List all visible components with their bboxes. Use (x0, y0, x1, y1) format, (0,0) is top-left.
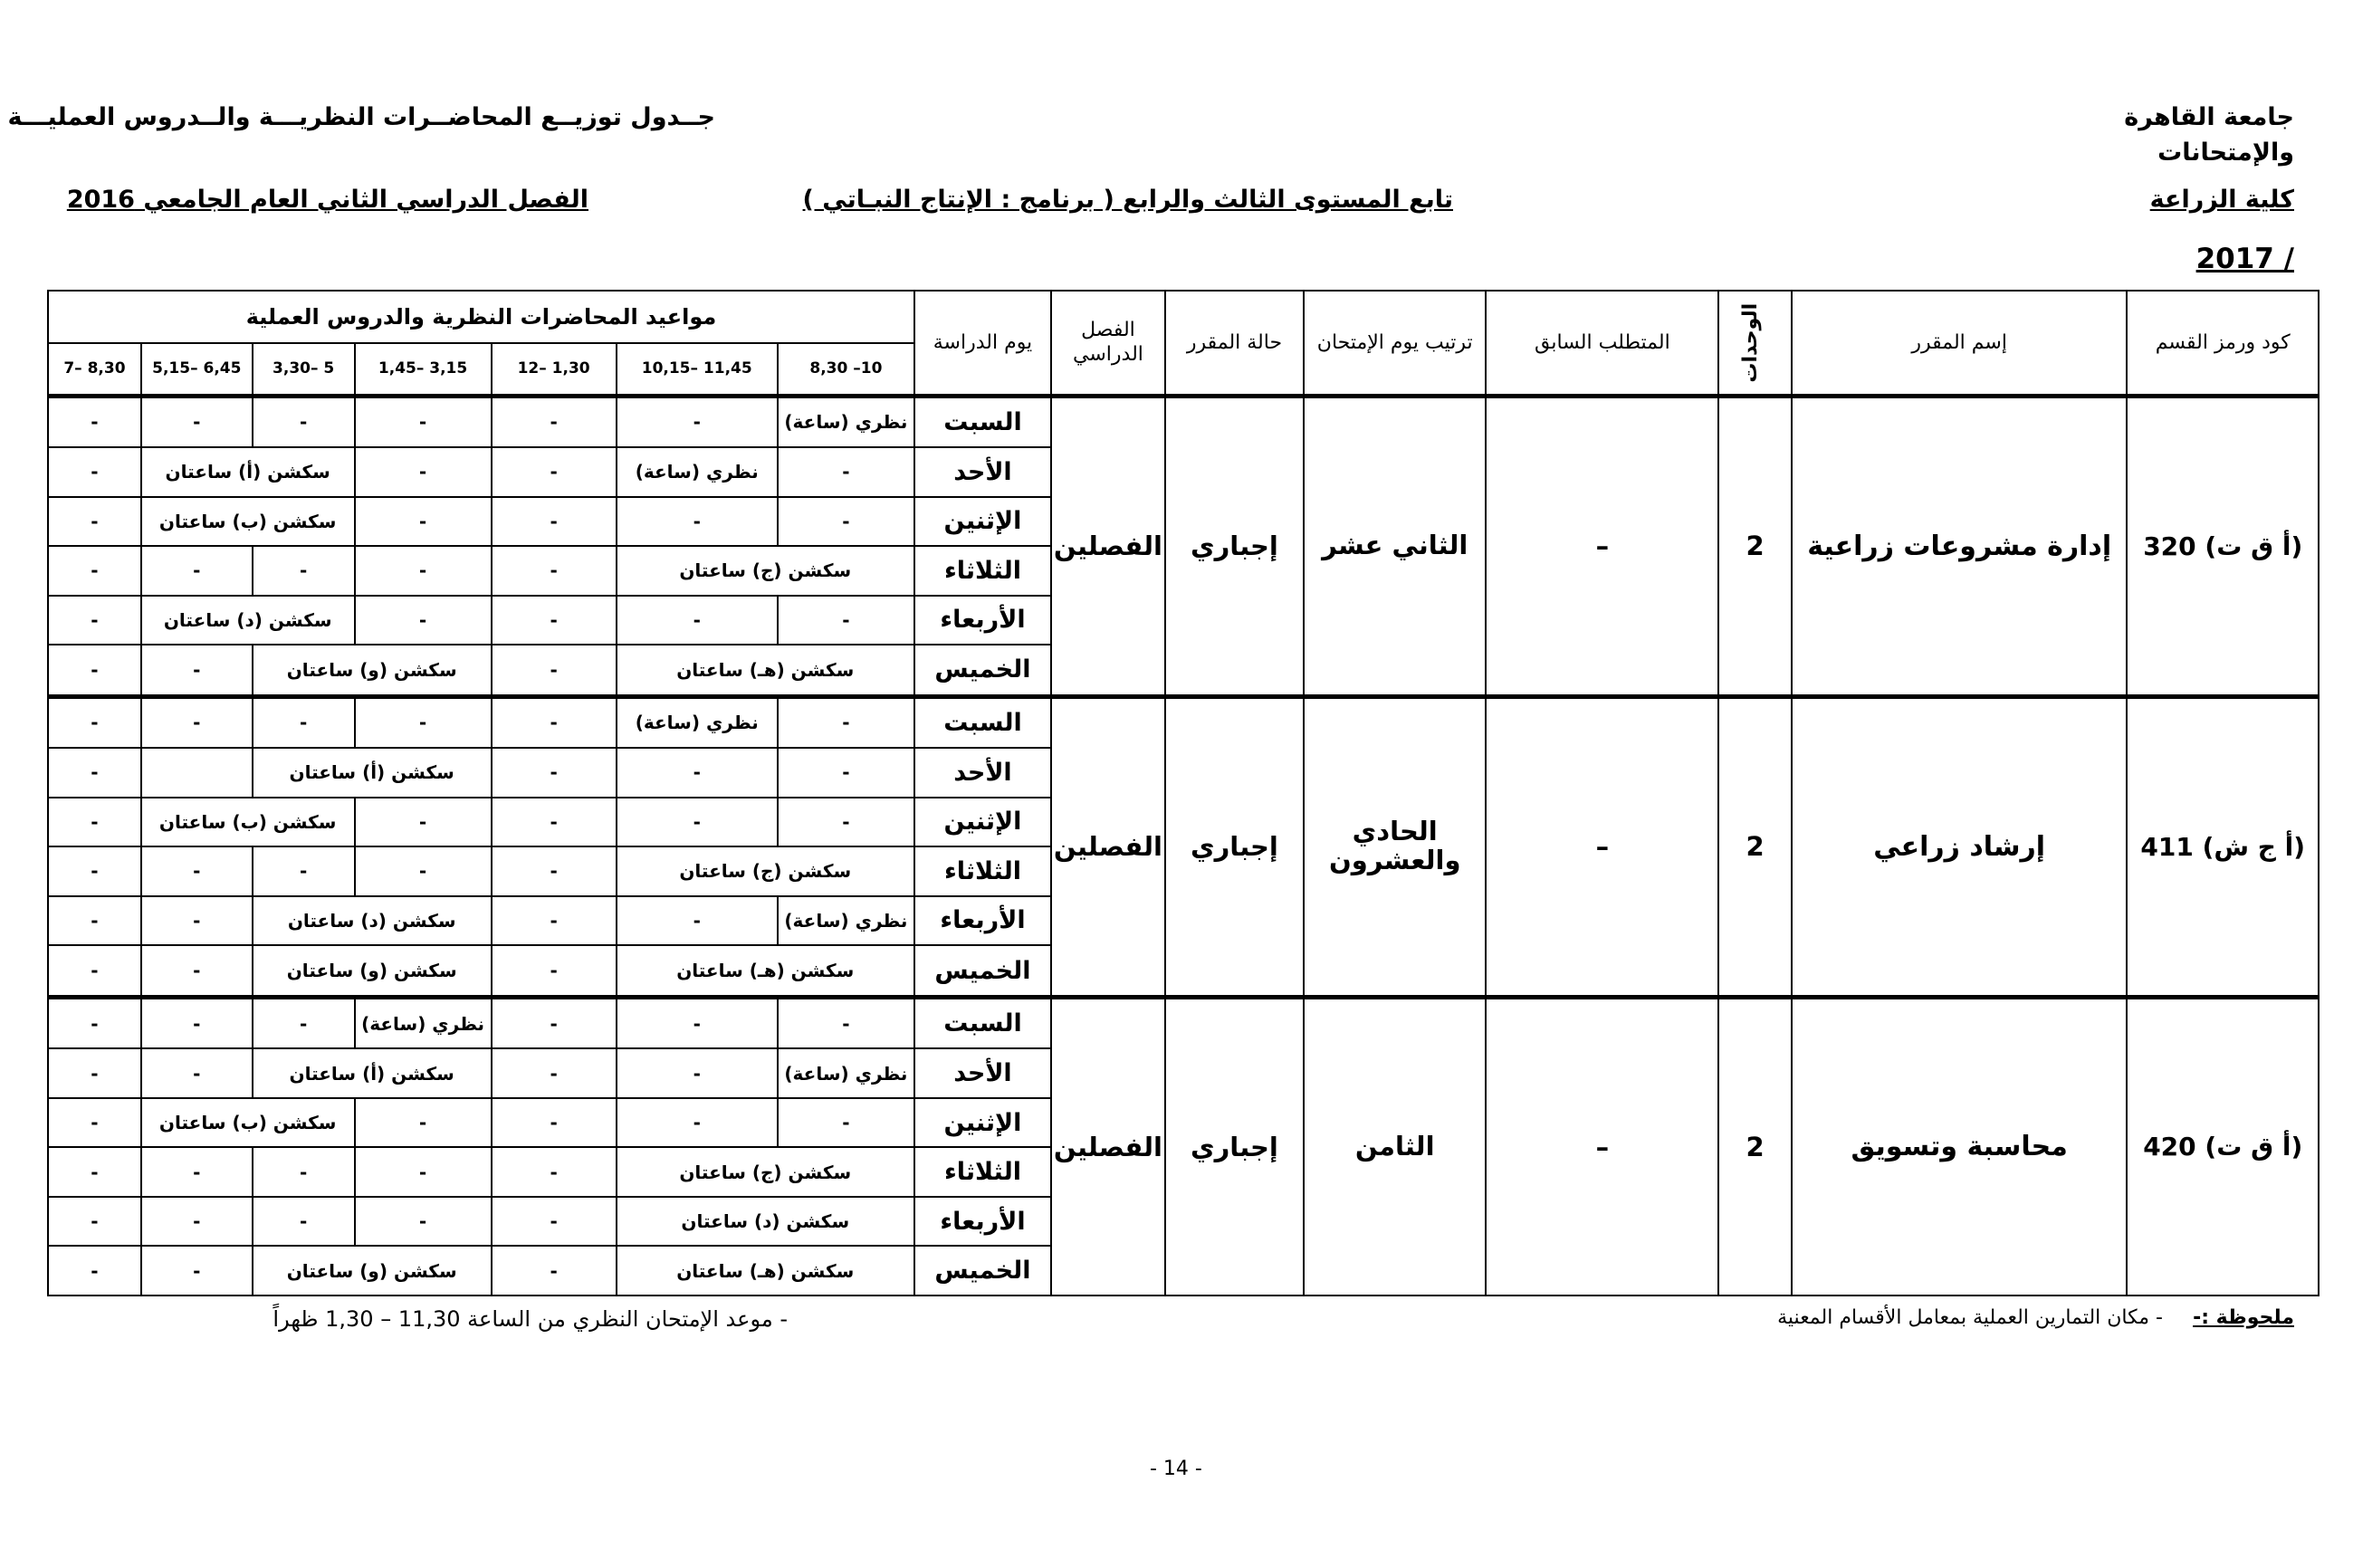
header-status: حالة المقرر (1165, 291, 1304, 396)
schedule-cell: - (778, 497, 914, 547)
schedule-cell: - (141, 696, 253, 748)
day-name: الثلاثاء (914, 546, 1051, 596)
note-label: ملحوظة :- (2193, 1306, 2294, 1329)
schedule-cell: - (48, 546, 141, 596)
schedule-cell: - (141, 1147, 253, 1197)
header-exam-order: ترتيب يوم الإمتحان (1304, 291, 1486, 396)
schedule-cell: - (492, 447, 617, 497)
schedule-cell: - (355, 546, 492, 596)
course-name: إرشاد زراعي (1792, 696, 2128, 997)
schedule-cell: - (492, 846, 617, 896)
schedule-cell: - (355, 798, 492, 847)
schedule-cell: - (355, 1147, 492, 1197)
header-course-name: إسم المقرر (1792, 291, 2128, 396)
note-text: - مكان التمارين العملية بمعامل الأقسام المعنية (1777, 1306, 2163, 1329)
schedule-cell: نظري (ساعة) (778, 396, 914, 447)
schedule-cell (141, 748, 253, 798)
schedule-cell: - (492, 1197, 617, 1247)
schedule-cell: سكشن (و) ساعتان (253, 945, 492, 997)
course-status: إجباري (1165, 997, 1304, 1296)
schedule-cell: - (48, 396, 141, 447)
schedule-cell: - (617, 997, 778, 1048)
schedule-cell: - (48, 696, 141, 748)
schedule-cell: سكشن (هـ) ساعتان (617, 1246, 914, 1296)
schedule-cell: - (253, 1147, 355, 1197)
university-name: جامعة القاهرة (2124, 103, 2294, 131)
schedule-cell: - (492, 546, 617, 596)
schedule-cell: - (617, 798, 778, 847)
header-slot: 5,15– 6,45 (141, 343, 253, 396)
schedule-cell: - (778, 696, 914, 748)
schedule-cell: - (253, 997, 355, 1048)
schedule-cell: - (141, 396, 253, 447)
page-number: - 14 - (1150, 1458, 1202, 1480)
schedule-cell: - (48, 846, 141, 896)
schedule-cell: - (48, 447, 141, 497)
course-semester: الفصلين (1051, 396, 1165, 696)
header-slot: 8,30 –10 (778, 343, 914, 396)
day-name: الأربعاء (914, 596, 1051, 645)
day-name: الثلاثاء (914, 1147, 1051, 1197)
schedule-cell: - (48, 497, 141, 547)
course-prerequisite: – (1486, 997, 1718, 1296)
schedule-cell: سكشن (ج) ساعتان (617, 846, 914, 896)
course-exam-order: الثامن (1304, 997, 1486, 1296)
schedule-cell: - (355, 447, 492, 497)
schedule-cell: سكشن (ب) ساعتان (141, 798, 355, 847)
schedule-cell: - (253, 546, 355, 596)
schedule-cell: سكشن (أ) ساعتان (253, 748, 492, 798)
faculty-name: كلية الزراعة (2149, 186, 2294, 214)
course-name: إدارة مشروعات زراعية (1792, 396, 2128, 696)
schedule-cell: - (141, 1246, 253, 1296)
schedule-cell: - (355, 596, 492, 645)
schedule-cell: - (48, 645, 141, 696)
course-status: إجباري (1165, 396, 1304, 696)
schedule-cell: - (617, 748, 778, 798)
schedule-cell: - (253, 696, 355, 748)
schedule-cell: سكشن (د) ساعتان (617, 1197, 914, 1247)
schedule-cell: - (48, 798, 141, 847)
schedule-cell: سكشن (ب) ساعتان (141, 497, 355, 547)
schedule-cell: - (253, 396, 355, 447)
course-name: محاسبة وتسويق (1792, 997, 2128, 1296)
schedule-cell: - (253, 846, 355, 896)
schedule-cell: - (141, 846, 253, 896)
header-semester: الفصل الدراسي (1051, 291, 1165, 396)
schedule-cell: سكشن (هـ) ساعتان (617, 945, 914, 997)
day-name: الإثنين (914, 1098, 1051, 1148)
day-name: الأربعاء (914, 1197, 1051, 1247)
schedule-cell: - (617, 1098, 778, 1148)
schedule-cell: - (492, 1147, 617, 1197)
course-code: (أ ق ت) 420 (2127, 997, 2319, 1296)
header-slot: 3,30– 5 (253, 343, 355, 396)
header-schedule: مواعيد المحاضرات النظرية والدروس العملية (48, 291, 914, 343)
header-slot: 12– 1,30 (492, 343, 617, 396)
schedule-cell: - (778, 447, 914, 497)
table-row (48, 997, 2319, 1048)
schedule-cell: - (778, 1098, 914, 1148)
schedule-table (47, 290, 2320, 1296)
schedule-cell: - (617, 396, 778, 447)
document-subtitle: تابع المستوى الثالث والرابع ( برنامج : الإنتاج النبـاتي ) (802, 186, 1453, 214)
schedule-cell: - (141, 997, 253, 1048)
course-status: إجباري (1165, 696, 1304, 997)
schedule-cell: سكشن (و) ساعتان (253, 1246, 492, 1296)
schedule-cell: - (141, 645, 253, 696)
schedule-cell: سكشن (د) ساعتان (253, 896, 492, 946)
schedule-cell: - (141, 546, 253, 596)
day-name: السبت (914, 696, 1051, 748)
schedule-cell: سكشن (ج) ساعتان (617, 1147, 914, 1197)
schedule-cell: - (355, 1098, 492, 1148)
schedule-cell: - (617, 497, 778, 547)
schedule-cell: سكشن (هـ) ساعتان (617, 645, 914, 696)
schedule-cell: - (355, 696, 492, 748)
schedule-cell: - (492, 997, 617, 1048)
table-row (48, 696, 2319, 748)
schedule-cell: - (492, 1246, 617, 1296)
schedule-cell: - (48, 1048, 141, 1098)
schedule-cell: - (617, 596, 778, 645)
department-name: والإمتحانات (2157, 139, 2294, 167)
course-units: 2 (1718, 696, 1792, 997)
exam-time-note: - موعد الإمتحان النظري من الساعة 11,30 – 1,30 ظهراً (273, 1306, 788, 1332)
table-row (48, 396, 2319, 447)
day-name: الثلاثاء (914, 846, 1051, 896)
schedule-cell: - (355, 497, 492, 547)
schedule-cell: - (492, 945, 617, 997)
document-title: جــدول توزيــع المحاضــرات النظريـــة والــدروس العمليـــة (7, 103, 715, 131)
course-exam-order: الحادي والعشرون (1304, 696, 1486, 997)
course-semester: الفصلين (1051, 997, 1165, 1296)
day-name: الإثنين (914, 497, 1051, 547)
day-name: الأحد (914, 1048, 1051, 1098)
header-slot: 7– 8,30 (48, 343, 141, 396)
schedule-cell: نظري (ساعة) (617, 696, 778, 748)
schedule-cell: - (492, 798, 617, 847)
day-name: السبت (914, 396, 1051, 447)
schedule-cell: سكشن (أ) ساعتان (141, 447, 355, 497)
schedule-cell: - (48, 748, 141, 798)
schedule-cell: - (48, 1197, 141, 1247)
schedule-cell: - (492, 1048, 617, 1098)
day-name: الخميس (914, 945, 1051, 997)
day-name: السبت (914, 997, 1051, 1048)
course-prerequisite: – (1486, 696, 1718, 997)
header-prerequisite: المتطلب السابق (1486, 291, 1718, 396)
schedule-cell: نظري (ساعة) (778, 1048, 914, 1098)
schedule-cell: سكشن (و) ساعتان (253, 645, 492, 696)
schedule-cell: - (492, 596, 617, 645)
schedule-cell: - (492, 748, 617, 798)
course-units: 2 (1718, 997, 1792, 1296)
header-units (1718, 291, 1792, 396)
schedule-cell: - (617, 896, 778, 946)
schedule-cell: - (355, 396, 492, 447)
schedule-cell: - (492, 396, 617, 447)
semester-label: الفصل الدراسي الثاني العام الجامعي 2016 (66, 186, 588, 214)
schedule-cell: - (778, 798, 914, 847)
schedule-cell: - (355, 1197, 492, 1247)
schedule-cell: - (778, 748, 914, 798)
schedule-cell: سكشن (د) ساعتان (141, 596, 355, 645)
day-name: الأحد (914, 447, 1051, 497)
schedule-cell: نظري (ساعة) (617, 447, 778, 497)
schedule-cell: - (492, 696, 617, 748)
schedule-cell: - (48, 945, 141, 997)
schedule-cell: - (48, 1147, 141, 1197)
schedule-cell: - (778, 997, 914, 1048)
day-name: الأربعاء (914, 896, 1051, 946)
header-slot: 1,45– 3,15 (355, 343, 492, 396)
course-code: (أ ق ت) 320 (2127, 396, 2319, 696)
course-code: (أ ج ش) 411 (2127, 696, 2319, 997)
schedule-cell: نظري (ساعة) (778, 896, 914, 946)
schedule-cell: سكشن (أ) ساعتان (253, 1048, 492, 1098)
schedule-cell: - (141, 945, 253, 997)
schedule-cell: - (253, 1197, 355, 1247)
day-name: الخميس (914, 1246, 1051, 1296)
schedule-cell: - (141, 896, 253, 946)
schedule-cell: - (617, 1048, 778, 1098)
schedule-cell: - (492, 1098, 617, 1148)
header-units-text: الوحدات (1739, 302, 1763, 383)
course-prerequisite: – (1486, 396, 1718, 696)
schedule-cell: - (48, 1246, 141, 1296)
schedule-cell: - (141, 1197, 253, 1247)
schedule-cell: - (141, 1048, 253, 1098)
header-code: كود ورمز القسم (2127, 291, 2319, 396)
schedule-cell: - (48, 596, 141, 645)
schedule-cell: - (355, 846, 492, 896)
day-name: الإثنين (914, 798, 1051, 847)
course-units: 2 (1718, 396, 1792, 696)
schedule-cell: - (48, 997, 141, 1048)
schedule-cell: - (48, 896, 141, 946)
course-semester: الفصلين (1051, 696, 1165, 997)
day-name: الأحد (914, 748, 1051, 798)
schedule-cell: - (492, 896, 617, 946)
year-right: 2017 / (2195, 243, 2294, 275)
schedule-cell: - (492, 645, 617, 696)
schedule-cell: - (778, 596, 914, 645)
course-exam-order: الثاني عشر (1304, 396, 1486, 696)
schedule-cell: نظري (ساعة) (355, 997, 492, 1048)
schedule-cell: - (48, 1098, 141, 1148)
schedule-cell: سكشن (ب) ساعتان (141, 1098, 355, 1148)
day-name: الخميس (914, 645, 1051, 696)
header-slot: 10,15– 11,45 (617, 343, 778, 396)
schedule-cell: - (492, 497, 617, 547)
header-day: يوم الدراسة (914, 291, 1051, 396)
schedule-cell: سكشن (ج) ساعتان (617, 546, 914, 596)
